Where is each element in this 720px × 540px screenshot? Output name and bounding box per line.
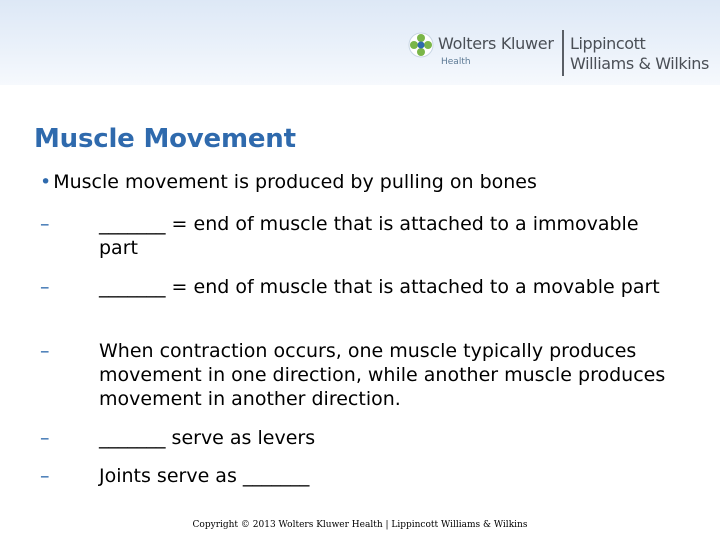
sub-bullet-text: _______ serve as levers bbox=[99, 427, 316, 449]
copyright-text: Copyright © 2013 Wolters Kluwer Health | Lippincott Williams & Wilkins bbox=[192, 520, 528, 530]
bullet-dot-icon: • bbox=[40, 171, 52, 193]
imprint-name-line2: Williams & Wilkins bbox=[570, 54, 709, 73]
sub-bullet-text: _______ = end of muscle that is attached to a movable part bbox=[99, 276, 660, 298]
publisher-name: Wolters Kluwer bbox=[438, 34, 554, 53]
main-bullet bbox=[40, 171, 537, 193]
wolters-kluwer-globe-icon bbox=[408, 32, 434, 58]
dash-icon: – bbox=[40, 427, 50, 449]
sub-bullet-text: _______ = end of muscle that is attached to a immovable part bbox=[99, 213, 639, 259]
sub-bullet-text: Joints serve as _______ bbox=[99, 465, 310, 487]
sub-bullet-text: When contraction occurs, one muscle typically produces movement in one direction, while another muscle produces movement in another direction. bbox=[99, 340, 666, 410]
dash-icon: – bbox=[40, 276, 50, 298]
logo-divider bbox=[562, 30, 564, 76]
imprint-name-line1: Lippincott bbox=[570, 34, 646, 53]
dash-icon: – bbox=[40, 213, 50, 235]
slide-title: Muscle Movement bbox=[34, 124, 296, 154]
dash-icon: – bbox=[40, 465, 50, 487]
dash-icon: – bbox=[40, 340, 50, 362]
main-bullet-text: Muscle movement is produced by pulling on bones bbox=[53, 171, 537, 193]
copyright-footer bbox=[0, 520, 720, 530]
publisher-division: Health bbox=[441, 57, 471, 67]
